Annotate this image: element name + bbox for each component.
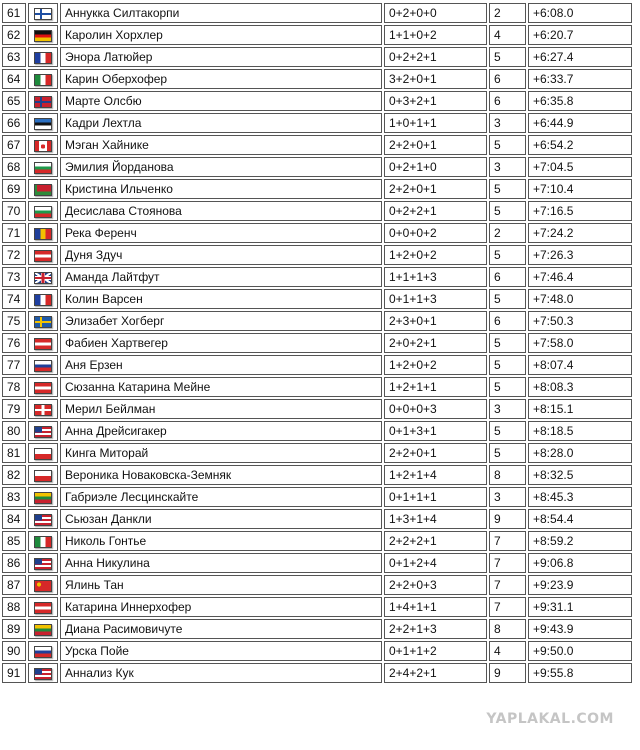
misses-cell: 7 [489,575,526,595]
poland-flag [34,448,52,460]
lithuania-flag [34,492,52,504]
misses-cell: 9 [489,509,526,529]
results-body [2,3,632,683]
shooting-cell: 2+0+2+1 [384,333,487,353]
slovenia-flag [34,646,52,658]
athlete-name-cell: Кинга Миторай [60,443,382,463]
flag-cell [28,641,58,661]
athlete-name-cell: Габриэле Лесцинскайте [60,487,382,507]
table-row [2,113,632,133]
table-row [2,597,632,617]
place-cell: 71 [2,223,26,243]
shooting-cell: 3+2+0+1 [384,69,487,89]
table-row [2,135,632,155]
time-behind-cell: +9:23.9 [528,575,632,595]
athlete-name-cell: Мерил Бейлман [60,399,382,419]
table-row [2,443,632,463]
shooting-cell: 0+3+2+1 [384,91,487,111]
athlete-name-cell: Аннализ Кук [60,663,382,683]
time-behind-cell: +8:08.3 [528,377,632,397]
results-table [0,1,634,685]
italy-flag [34,74,52,86]
shooting-cell: 2+2+1+3 [384,619,487,639]
time-behind-cell: +6:33.7 [528,69,632,89]
misses-cell: 8 [489,465,526,485]
flag-cell [28,421,58,441]
misses-cell: 5 [489,47,526,67]
shooting-cell: 0+2+0+0 [384,3,487,23]
time-behind-cell: +8:54.4 [528,509,632,529]
flag-cell [28,245,58,265]
place-cell: 80 [2,421,26,441]
athlete-name-cell: Аманда Лайтфут [60,267,382,287]
misses-cell: 7 [489,531,526,551]
athlete-name-cell: Анна Никулина [60,553,382,573]
table-row [2,333,632,353]
flag-cell [28,289,58,309]
place-cell: 82 [2,465,26,485]
time-behind-cell: +7:16.5 [528,201,632,221]
table-row [2,531,632,551]
shooting-cell: 1+2+1+1 [384,377,487,397]
place-cell: 85 [2,531,26,551]
canada-flag [34,140,52,152]
flag-cell [28,487,58,507]
place-cell: 70 [2,201,26,221]
shooting-cell: 2+2+0+1 [384,179,487,199]
table-row [2,465,632,485]
table-row [2,509,632,529]
time-behind-cell: +8:32.5 [528,465,632,485]
athlete-name-cell: Десислава Стоянова [60,201,382,221]
misses-cell: 2 [489,223,526,243]
estonia-flag [34,118,52,130]
misses-cell: 7 [489,597,526,617]
time-behind-cell: +7:58.0 [528,333,632,353]
athlete-name-cell: Диана Расимовичуте [60,619,382,639]
slovenia-flag [34,360,52,372]
table-row [2,399,632,419]
misses-cell: 3 [489,399,526,419]
shooting-cell: 0+2+2+1 [384,201,487,221]
athlete-name-cell: Ялинь Тан [60,575,382,595]
place-cell: 84 [2,509,26,529]
shooting-cell: 2+2+0+1 [384,443,487,463]
misses-cell: 3 [489,157,526,177]
misses-cell: 5 [489,245,526,265]
bulgaria-flag [34,206,52,218]
flag-cell [28,377,58,397]
misses-cell: 5 [489,355,526,375]
athlete-name-cell: Анна Дрейсигакер [60,421,382,441]
place-cell: 69 [2,179,26,199]
shooting-cell: 0+1+1+3 [384,289,487,309]
shooting-cell: 0+0+0+3 [384,399,487,419]
athlete-name-cell: Аннукка Силтакорпи [60,3,382,23]
shooting-cell: 0+1+3+1 [384,421,487,441]
shooting-cell: 2+4+2+1 [384,663,487,683]
table-row [2,91,632,111]
athlete-name-cell: Мэган Хайнике [60,135,382,155]
athlete-name-cell: Сюзанна Катарина Мейне [60,377,382,397]
shooting-cell: 2+2+2+1 [384,531,487,551]
table-row [2,377,632,397]
athlete-name-cell: Аня Ерзен [60,355,382,375]
flag-cell [28,91,58,111]
france-flag [34,52,52,64]
flag-cell [28,25,58,45]
shooting-cell: 0+1+2+4 [384,553,487,573]
table-row [2,245,632,265]
misses-cell: 6 [489,69,526,89]
place-cell: 86 [2,553,26,573]
flag-cell [28,531,58,551]
switzerland-flag [34,404,52,416]
shooting-cell: 0+1+1+2 [384,641,487,661]
athlete-name-cell: Николь Гонтье [60,531,382,551]
athlete-name-cell: Река Ференч [60,223,382,243]
usa-flag [34,426,52,438]
flag-cell [28,355,58,375]
athlete-name-cell: Марте Олсбю [60,91,382,111]
table-row [2,179,632,199]
place-cell: 64 [2,69,26,89]
china-flag [34,580,52,592]
shooting-cell: 1+1+1+3 [384,267,487,287]
flag-cell [28,399,58,419]
austria-flag [34,250,52,262]
table-row [2,421,632,441]
shooting-cell: 0+2+1+0 [384,157,487,177]
shooting-cell: 2+2+0+1 [384,135,487,155]
table-row [2,663,632,683]
athlete-name-cell: Энора Латюйер [60,47,382,67]
misses-cell: 5 [489,289,526,309]
austria-flag [34,602,52,614]
place-cell: 90 [2,641,26,661]
flag-cell [28,333,58,353]
misses-cell: 4 [489,641,526,661]
flag-cell [28,443,58,463]
place-cell: 74 [2,289,26,309]
table-row [2,201,632,221]
table-row [2,575,632,595]
misses-cell: 5 [489,201,526,221]
shooting-cell: 1+2+0+2 [384,355,487,375]
shooting-cell: 0+2+2+1 [384,47,487,67]
athlete-name-cell: Катарина Иннерхофер [60,597,382,617]
time-behind-cell: +8:07.4 [528,355,632,375]
italy-flag [34,536,52,548]
table-row [2,289,632,309]
place-cell: 62 [2,25,26,45]
place-cell: 87 [2,575,26,595]
place-cell: 76 [2,333,26,353]
shooting-cell: 2+2+0+3 [384,575,487,595]
time-behind-cell: +6:35.8 [528,91,632,111]
place-cell: 91 [2,663,26,683]
time-behind-cell: +8:45.3 [528,487,632,507]
flag-cell [28,311,58,331]
athlete-name-cell: Элизабет Хогберг [60,311,382,331]
place-cell: 79 [2,399,26,419]
time-behind-cell: +6:27.4 [528,47,632,67]
misses-cell: 5 [489,377,526,397]
place-cell: 89 [2,619,26,639]
germany-flag [34,30,52,42]
shooting-cell: 1+1+0+2 [384,25,487,45]
shooting-cell: 0+1+1+1 [384,487,487,507]
austria-flag [34,382,52,394]
misses-cell: 5 [489,179,526,199]
shooting-cell: 0+0+0+2 [384,223,487,243]
athlete-name-cell: Карин Оберхофер [60,69,382,89]
time-behind-cell: +7:26.3 [528,245,632,265]
misses-cell: 5 [489,421,526,441]
place-cell: 75 [2,311,26,331]
athlete-name-cell: Сьюзан Данкли [60,509,382,529]
time-behind-cell: +9:06.8 [528,553,632,573]
great-britain-flag [34,272,52,284]
time-behind-cell: +8:18.5 [528,421,632,441]
misses-cell: 7 [489,553,526,573]
time-behind-cell: +9:50.0 [528,641,632,661]
flag-cell [28,135,58,155]
time-behind-cell: +8:28.0 [528,443,632,463]
table-row [2,223,632,243]
table-row [2,487,632,507]
finland-flag [34,8,52,20]
athlete-name-cell: Колин Варсен [60,289,382,309]
athlete-name-cell: Каролин Хорхлер [60,25,382,45]
time-behind-cell: +7:10.4 [528,179,632,199]
place-cell: 81 [2,443,26,463]
shooting-cell: 1+2+1+4 [384,465,487,485]
time-behind-cell: +7:50.3 [528,311,632,331]
flag-cell [28,575,58,595]
table-row [2,267,632,287]
romania-flag [34,228,52,240]
place-cell: 63 [2,47,26,67]
shooting-cell: 2+3+0+1 [384,311,487,331]
misses-cell: 5 [489,135,526,155]
table-row [2,311,632,331]
place-cell: 77 [2,355,26,375]
time-behind-cell: +9:55.8 [528,663,632,683]
lithuania-flag [34,624,52,636]
table-row [2,47,632,67]
france-flag [34,294,52,306]
table-row [2,25,632,45]
time-behind-cell: +6:20.7 [528,25,632,45]
misses-cell: 3 [489,113,526,133]
misses-cell: 6 [489,311,526,331]
misses-cell: 5 [489,443,526,463]
time-behind-cell: +6:54.2 [528,135,632,155]
misses-cell: 6 [489,91,526,111]
usa-flag [34,668,52,680]
misses-cell: 4 [489,25,526,45]
misses-cell: 2 [489,3,526,23]
athlete-name-cell: Вероника Новаковска-Земняк [60,465,382,485]
flag-cell [28,597,58,617]
misses-cell: 6 [489,267,526,287]
place-cell: 66 [2,113,26,133]
shooting-cell: 1+3+1+4 [384,509,487,529]
misses-cell: 9 [489,663,526,683]
poland-flag [34,470,52,482]
place-cell: 68 [2,157,26,177]
athlete-name-cell: Эмилия Йорданова [60,157,382,177]
flag-cell [28,619,58,639]
table-row [2,553,632,573]
place-cell: 78 [2,377,26,397]
usa-flag [34,514,52,526]
flag-cell [28,223,58,243]
shooting-cell: 1+0+1+1 [384,113,487,133]
flag-cell [28,663,58,683]
shooting-cell: 1+4+1+1 [384,597,487,617]
time-behind-cell: +7:46.4 [528,267,632,287]
flag-cell [28,553,58,573]
belarus-flag [34,184,52,196]
time-behind-cell: +9:31.1 [528,597,632,617]
flag-cell [28,47,58,67]
time-behind-cell: +9:43.9 [528,619,632,639]
table-row [2,3,632,23]
misses-cell: 8 [489,619,526,639]
place-cell: 88 [2,597,26,617]
time-behind-cell: +7:04.5 [528,157,632,177]
shooting-cell: 1+2+0+2 [384,245,487,265]
place-cell: 67 [2,135,26,155]
sweden-flag [34,316,52,328]
table-row [2,619,632,639]
bulgaria-flag [34,162,52,174]
usa-flag [34,558,52,570]
flag-cell [28,69,58,89]
place-cell: 83 [2,487,26,507]
flag-cell [28,201,58,221]
watermark: YAPLAKAL.COM [486,711,614,727]
athlete-name-cell: Дуня Здуч [60,245,382,265]
austria-flag [34,338,52,350]
flag-cell [28,179,58,199]
table-row [2,641,632,661]
athlete-name-cell: Фабиен Хартвегер [60,333,382,353]
table-row [2,157,632,177]
misses-cell: 5 [489,333,526,353]
norway-flag [34,96,52,108]
athlete-name-cell: Кадри Лехтла [60,113,382,133]
misses-cell: 3 [489,487,526,507]
table-row [2,355,632,375]
place-cell: 72 [2,245,26,265]
time-behind-cell: +6:08.0 [528,3,632,23]
flag-cell [28,509,58,529]
time-behind-cell: +8:59.2 [528,531,632,551]
athlete-name-cell: Кристина Ильченко [60,179,382,199]
time-behind-cell: +7:48.0 [528,289,632,309]
table-row [2,69,632,89]
place-cell: 61 [2,3,26,23]
time-behind-cell: +7:24.2 [528,223,632,243]
flag-cell [28,157,58,177]
time-behind-cell: +6:44.9 [528,113,632,133]
flag-cell [28,267,58,287]
place-cell: 73 [2,267,26,287]
flag-cell [28,113,58,133]
flag-cell [28,465,58,485]
flag-cell [28,3,58,23]
athlete-name-cell: Урска Пойе [60,641,382,661]
time-behind-cell: +8:15.1 [528,399,632,419]
place-cell: 65 [2,91,26,111]
